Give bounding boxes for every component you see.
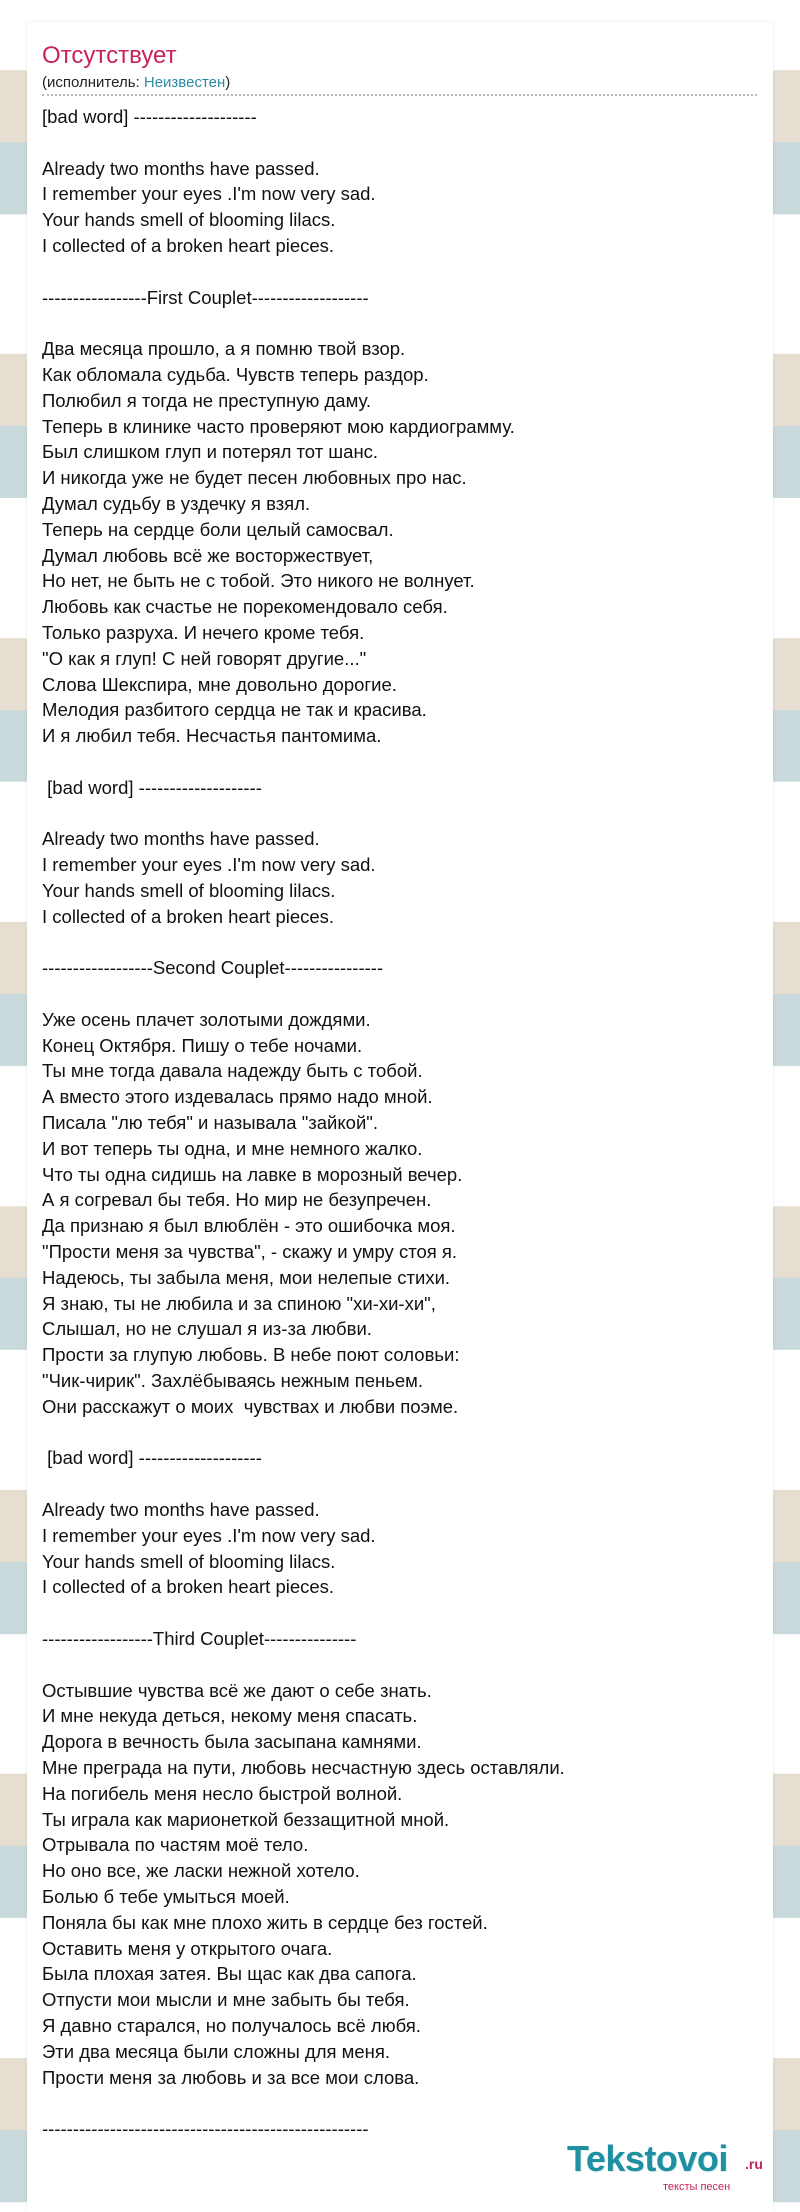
logo-name: Tekstovoi xyxy=(567,2138,728,2179)
logo-tld: .ru xyxy=(745,2156,763,2172)
song-title: Отсутствует xyxy=(42,42,177,69)
artist-suffix: ) xyxy=(225,74,231,91)
lyrics-card xyxy=(27,22,773,2212)
artist-link[interactable]: Неизвестен xyxy=(143,74,226,91)
site-logo[interactable] xyxy=(567,2138,772,2196)
header-divider xyxy=(42,94,757,96)
artist-prefix: (исполнитель: xyxy=(42,74,144,91)
lyrics-text: [bad word] -------------------- Already two months have passed. I remember your eyes .I'm now very sad. Your hands smell of blooming lilacs. I collected of a broken heart pieces. -----------------First Couplet------------------- Два месяца прошло, а я помню твой взор. Как обломала судьба. Чувств теперь раздор. Полюбил я тогда не преступную даму. Теперь в клинике часто проверяют мою кардиограмму. Был слишком глуп и потерял тот шанс. И никогда уже не будет песен любовных про нас. Думал судьбу в уздечку я взял. Теперь на сердце боли целый самосвал. Думал любовь всё же восторжествует, Но нет, не быть не с тобой. Это никого не волнует. Любовь как счастье не порекомендовало себя. Только разруха. И нечего кроме тебя. "О как я глуп! С ней говорят другие..." Слова Шекспира, мне довольно дорогие. Мелодия разбитого сердца не так и красива. И я любил тебя. Несчастья пантомима. [bad word] -------------------- Already two months have passed. I remember your eyes .I'm now very sad. Your hands smell of blooming lilacs. I collected of a broken heart pieces. ------------------Second Couplet---------------- Уже осень плачет золотыми дождями. Конец Октября. Пишу о тебе ночами. Ты мне тогда давала надежду быть с тобой. А вместо этого издевалась прямо надо мной. Писала "лю тебя" и называла "зайкой". И вот теперь ты одна, и мне немного жалко. Что ты одна сидишь на лавке в морозный вечер. А я согревал бы тебя. Но мир не безупречен. Да признаю я был влюблён - это ошибочка моя. "Прости меня за чувства", - скажу и умру стоя я. Надеюсь, ты забыла меня, мои нелепые стихи. Я знаю, ты не любила и за спиною "хи-хи-хи", Слышал, но не слушал я из-за любви. Прости за глупую любовь. В небе поют соловьи: "Чик-чирик". Захлёбываясь нежным пеньем. Они расскажут о моих чувствах и любви поэме. [bad word] -------------------- Already two months have passed. I remember your eyes .I'm now very sad. Your hands smell of blooming lilacs. I collected of a broken heart pieces. ------------------Third Couplet--------------- Остывшие чувства всё же дают о себе знать. И мне некуда деться, некому меня спасать. Дорога в вечность была засыпана камнями. Мне преграда на пути, любовь несчастную здесь оставляли. На погибель меня несло быстрой волной. Ты играла как марионеткой беззащитной мной. Отрывала по частям моё тело. Но оно все, же ласки нежной хотело. Болью б тебе умыться моей. Поняла бы как мне плохо жить в сердце без гостей. Оставить меня у открытого очага. Была плохая затея. Вы щас как два сапога. Отпусти мои мысли и мне забыть бы тебя. Я давно старался, но получалось всё любя. Эти два месяца были сложны для меня. Прости меня за любовь и за все мои слова. ----------------------------------------------------- xyxy=(42,106,565,2140)
artist-line xyxy=(42,74,230,91)
logo-tagline: тексты песен xyxy=(663,2181,731,2193)
